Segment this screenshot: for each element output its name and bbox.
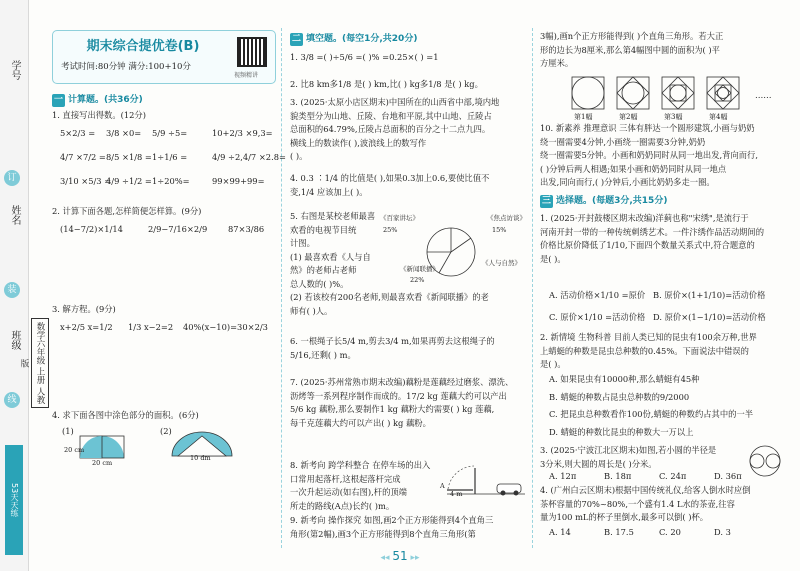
text-line: 1. (2025·开封鼓楼区期末改编)洋蓟也称"宋绣",是流行于 xyxy=(540,213,749,223)
text-line: 一次升起运动(如右图),杆的顶端 xyxy=(290,487,407,497)
text-line: 10. 新素养 推理意识 三体有胖达一个圆形建筑,小画与奶奶 xyxy=(540,123,755,133)
text-line: ( )分钟后两人相遇;如果小画和奶奶同时从同一地点 xyxy=(540,163,727,174)
section-choice: 三 选择题。(每题3分,共15分) xyxy=(541,196,668,206)
s2-option[interactable]: A. 如果昆虫有10000种,那么蜻蜓有45种 xyxy=(549,374,700,384)
pie-label: 《人与自然》 xyxy=(482,259,521,267)
text-line: 3. (2025·宁波江北区期末)如图,若小圆的半径是 xyxy=(540,445,717,455)
q2-item: 2/9−7/16×2/9 xyxy=(148,224,208,234)
c10 xyxy=(540,122,758,190)
qr-code[interactable] xyxy=(237,37,267,67)
s2-option[interactable]: C. 把昆虫总种数看作100份,蜻蜓的种数约占其中的一半 xyxy=(549,409,754,419)
q1-item: 5×2/3 = xyxy=(60,128,96,138)
text-line: 河南开封一带的一种传统刺绣艺术。一件汴绣作品活动期间的 xyxy=(540,226,765,237)
s3-option[interactable]: B. 18π xyxy=(604,471,632,481)
q3-item: x+2/5 x=1/2 xyxy=(60,322,113,332)
text-line: 形的边长为8厘米,那么第4幅图中圆的面积为( )平 xyxy=(540,44,720,55)
text-line: 6. 一根绳子长5/4 m,剪去3/4 m,如果再剪去这根绳子的 xyxy=(290,336,495,346)
text-line: 8. 新考向 跨学科整合 在停车场的出入 xyxy=(290,460,431,470)
q1-item: 4/7 ×7/2 = xyxy=(60,152,106,162)
c3 xyxy=(290,96,499,164)
q1-item: 8/5 ×1/8 = xyxy=(106,152,152,162)
s1-option[interactable]: D. 原价×(1−1/10)=活动价格 xyxy=(653,312,766,322)
qr-caption: 视频精讲 xyxy=(234,72,259,79)
text-line: 量为100 mL的杯子里倒水,最多可以倒( )杯。 xyxy=(540,512,709,522)
text-line: 口常用起落杆,这根起落杆完成 xyxy=(290,473,401,484)
q3-heading: 3. 解方程。(9分) xyxy=(52,304,116,314)
q2-heading: 2. 计算下面各题,怎样简便怎样算。(9分) xyxy=(52,206,202,216)
q1-item: 4/9 ÷2,4/7 ×2.8= xyxy=(212,152,286,162)
s2-options xyxy=(549,373,753,443)
text-line: 总人数的( )%。 xyxy=(290,278,349,289)
class-label: 班级 xyxy=(9,330,20,350)
q1-item: 1÷20%= xyxy=(152,176,190,186)
square-figure-2 xyxy=(615,75,651,111)
square-caption: 第1幅 xyxy=(574,113,593,121)
s3-option[interactable]: D. 36π xyxy=(714,471,742,481)
column-divider xyxy=(281,28,282,548)
q1-item: 3/10 ×5/3 = xyxy=(60,176,112,186)
pie-label: 《焦点访谈》 xyxy=(487,214,526,222)
q1-item: 10+2/3 ×9,3= xyxy=(212,128,273,138)
text-line: 绕一圈需要5分钟。小画和奶奶同时从同一地出发,背向而行, xyxy=(540,150,758,160)
text-line: 是( )。 xyxy=(540,253,566,264)
pie-label: 《新闻联播》 xyxy=(400,265,439,273)
q1-item: 99×99+99= xyxy=(212,176,265,186)
square-caption: 第2幅 xyxy=(619,113,638,121)
text-line: 每千克莲藕大约可以产出( ) kg 藕粉。 xyxy=(290,417,431,428)
binding-strip xyxy=(0,0,29,571)
text-line: 出发,同向而行,( )分钟后,小画比奶奶多走一圈。 xyxy=(540,177,715,187)
s4-option[interactable]: B. 17.5 xyxy=(604,527,634,537)
barrier-point: A xyxy=(440,482,445,490)
c7 xyxy=(290,376,513,430)
concentric-circles xyxy=(745,444,785,478)
barrier-length: 4 m xyxy=(450,490,463,498)
c1: 1. 3/8 =( )÷5/6 =( )% =0.25×( ) =1 xyxy=(290,52,439,62)
text-line: 3幅),画n个正方形能得到( )个直角三角形。若大正 xyxy=(540,31,724,41)
title-box xyxy=(52,30,276,84)
q4-heading: 4. 求下面各图中涂色部分的面积。(6分) xyxy=(52,410,199,420)
q1-item: 5/9 ÷5= xyxy=(152,128,188,138)
section-fill-blank: 二 填空题。(每空1分,共20分) xyxy=(291,34,418,44)
pie-label: 《百家讲坛》 xyxy=(380,214,419,222)
text-line: 3分米,则大圆的周长是( )分米。 xyxy=(540,458,657,469)
text-line: 然》的老师占老师 xyxy=(290,265,357,275)
text-line: 4. 0.3 ∶1/4 的比值是( ),如果0.3加上0.6,要使比值不 xyxy=(290,173,490,183)
text-line: 总面积的64.79%,丘陵占总面积的百分之十二点九四。 xyxy=(290,124,491,134)
student-number-label: 学号 xyxy=(9,60,20,80)
q3-item: 40%(x−10)=30×2/3 xyxy=(183,322,268,332)
barrier-figure xyxy=(445,462,527,506)
exam-meta: 考试时间:80分钟 满分:100+10分 xyxy=(61,62,191,72)
c9 xyxy=(290,514,493,541)
text-line: 9. 新考向 操作探究 如图,画2个正方形能得到4个直角三 xyxy=(290,515,494,525)
s1-option[interactable]: B. 原价×(1+1/10)=活动价格 xyxy=(653,290,766,300)
c4 xyxy=(290,172,489,199)
fig1-label: (1) xyxy=(62,426,74,436)
s4 xyxy=(540,484,751,525)
text-line: 欢看的电视节目统 xyxy=(290,224,357,235)
c9-continued xyxy=(540,30,723,71)
text-line: 5/6 kg 藕粉,那么要制作1 kg 藕粉大约需要( ) kg 莲藕, xyxy=(290,404,495,414)
bind-mark-zhuang: 装 xyxy=(4,282,20,298)
square-figure-4 xyxy=(705,75,741,111)
text-line: 上蜻蜓的种数是昆虫总种数的0.45%。下面说法中错误的 xyxy=(540,345,749,356)
pie-percent: 22% xyxy=(410,276,425,284)
fig1-dim-b: 20 cm xyxy=(92,459,113,467)
s1-option[interactable]: A. 活动价格×1/10 =原价 xyxy=(549,290,646,300)
text-line: 计图。 xyxy=(290,238,315,248)
fig2-label: (2) xyxy=(160,426,172,436)
text-line: 3. (2025·太原小店区期末)中国所在的山西省中部,境内地 xyxy=(290,97,500,107)
s4-option[interactable]: D. 3 xyxy=(714,527,731,537)
text-line: 沥烤等一系列程序制作而成的。17/2 kg 莲藕大约可以产出 xyxy=(290,390,507,401)
pie-percent: 25% xyxy=(383,226,398,234)
q2-item: (14−7/2)×1/14 xyxy=(60,224,123,234)
s1 xyxy=(540,212,764,266)
bind-mark-ding: 订 xyxy=(4,170,20,186)
spine-label: 数学六年级 上册 人教版 xyxy=(31,318,49,408)
text-line: 方厘米。 xyxy=(540,58,574,68)
q1-item: 1÷1/6 = xyxy=(152,152,188,162)
text-line: 变,1/4 应该加上( )。 xyxy=(290,186,368,197)
page-title: 期末综合提优卷(B) xyxy=(86,39,200,54)
text-line: 师有( )人。 xyxy=(290,305,333,316)
q2-item: 87×3/86 xyxy=(228,224,265,234)
text-line: 茶杯容量的70%~80%,一个盛有1.4 L水的茶壶,往容 xyxy=(540,498,735,509)
column-divider xyxy=(532,28,533,548)
text-line: 横线上的数读作( ),波浪线上的数写作 xyxy=(290,137,427,148)
bind-mark-xian: 线 xyxy=(4,392,20,408)
s3-option[interactable]: A. 12π xyxy=(549,471,577,481)
s2-option[interactable]: D. 蜻蜓的种数比昆虫的种数大一万以上 xyxy=(549,426,694,437)
s3-option[interactable]: C. 24π xyxy=(659,471,687,481)
c6 xyxy=(290,335,495,362)
c8 xyxy=(290,459,430,513)
text-line: 7. (2025·苏州常熟市期末改编)藕粉是莲藕经过磨浆、漂洗、 xyxy=(290,377,514,387)
text-line: ( )。 xyxy=(290,151,308,161)
s1-option[interactable]: C. 原价×1/10 =活动价格 xyxy=(549,312,646,322)
text-line: 是( )。 xyxy=(540,359,566,369)
q3-item: 1/3 x−2=2 xyxy=(128,322,174,332)
text-line: 价格比原价降低了1/10,下面四个数量关系式中,符合题意的 xyxy=(540,240,755,250)
pie-percent: 15% xyxy=(492,226,507,234)
q1-item: 3/8 ×0= xyxy=(106,128,142,138)
ellipsis: …… xyxy=(755,90,772,100)
square-caption: 第4幅 xyxy=(709,113,728,121)
text-line: 4. (广州白云区期末)根据中国传统礼仪,给客人倒水时应倒 xyxy=(540,485,751,495)
q1-item: 4/9 ÷1/2 = xyxy=(106,176,152,186)
book-logo: 53天天练 xyxy=(5,445,23,555)
section-calculation: 一 计算题。(共36分) xyxy=(53,95,143,105)
text-line: 5. 右图是某校老师最喜 xyxy=(290,211,376,221)
text-line: 貌类型分为山地、丘陵、台地和平原,其中山地、丘陵占 xyxy=(290,110,492,121)
square-figure-1 xyxy=(570,75,606,111)
fig1-dim-a: 20 cm xyxy=(64,446,85,454)
student-name-label: 姓名 xyxy=(9,205,20,225)
text-line: 5/16,还剩( ) m。 xyxy=(290,349,356,360)
s4-option[interactable]: A. 14 xyxy=(549,527,571,537)
square-caption: 第3幅 xyxy=(664,113,683,121)
text-line: 2. 新情境 生物科普 目前人类已知的昆虫有100余万种,世界 xyxy=(540,332,757,342)
q1-heading: 1. 直接写出得数。(12分) xyxy=(52,110,146,120)
text-line: 角形(第2幅),画3个正方形能得到8个直角三角形(第 xyxy=(290,528,476,539)
page-number: ◂◂ 51 ▸▸ xyxy=(380,549,420,563)
c2: 2. 比8 km多1/8 是( ) km,比( ) kg多1/8 是( ) kg。 xyxy=(290,79,483,89)
square-figure-3 xyxy=(660,75,696,111)
s2 xyxy=(540,331,757,372)
s4-option[interactable]: C. 20 xyxy=(659,527,681,537)
text-line: (2) 若该校有200名老师,则最喜欢看《新闻联播》的老 xyxy=(290,292,489,302)
text-line: 绕一圈需要4分钟,小画绕一圈需要3分钟,奶奶 xyxy=(540,136,706,147)
text-line: (1) 最喜欢看《人与自 xyxy=(290,251,371,262)
fig2-dim: 10 dm xyxy=(190,454,211,462)
s3 xyxy=(540,444,716,471)
text-line: 所走的路线(A点)长约( )m。 xyxy=(290,500,395,511)
s2-option[interactable]: B. 蜻蜓的种数占昆虫总种数的9/2000 xyxy=(549,391,690,402)
